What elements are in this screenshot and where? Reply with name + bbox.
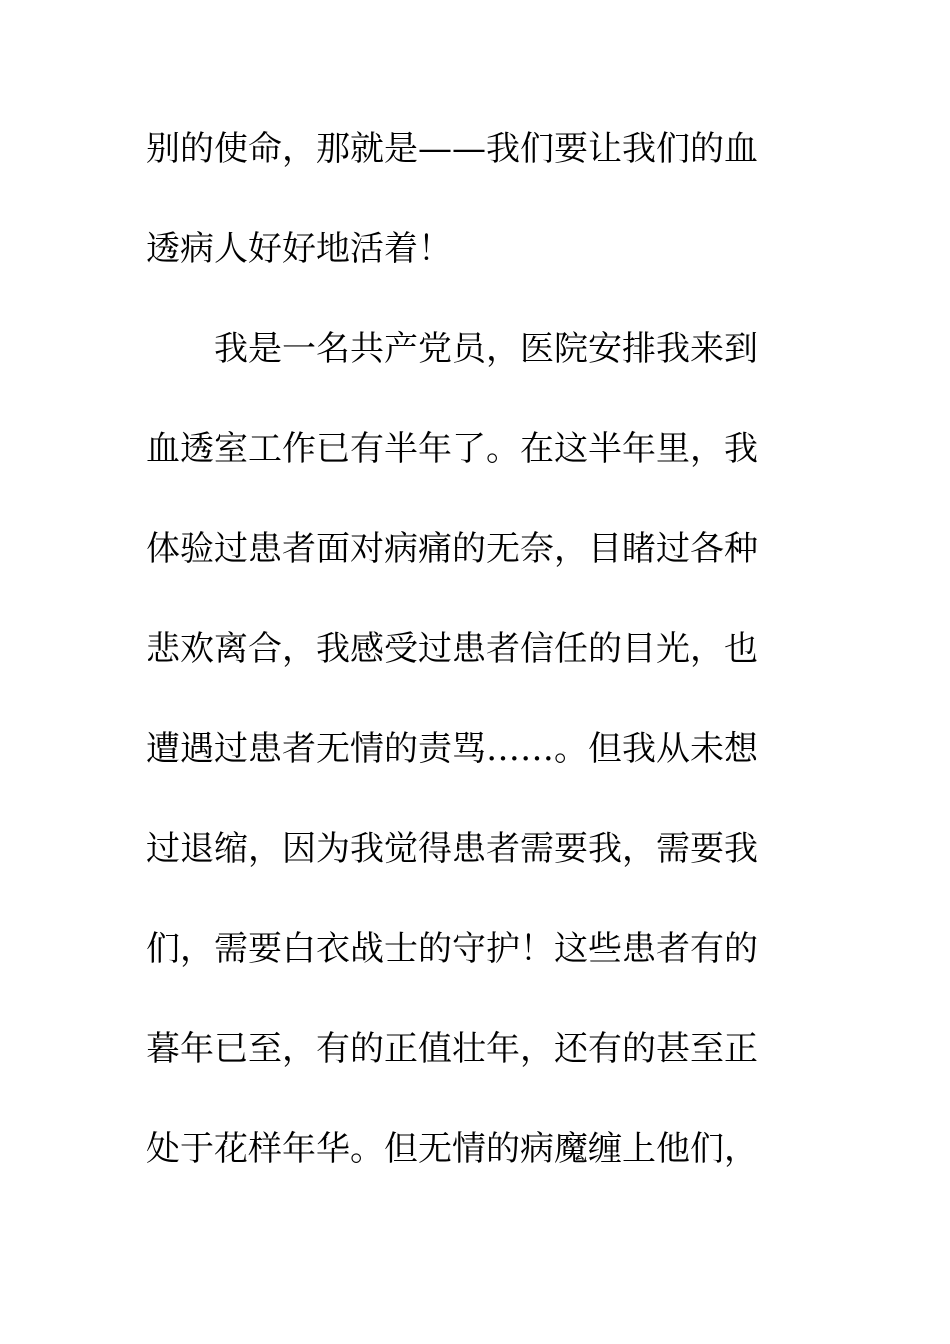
text-line-3: 我是一名共产党员，医院安排我来到 [214,329,758,369]
text-line-8: 过退缩，因为我觉得患者需要我，需要我 [146,829,758,869]
text-line-6: 悲欢离合，我感受过患者信任的目光，也 [146,629,758,669]
text-line-4: 血透室工作已有半年了。在这半年里，我 [146,429,758,469]
text-line-9: 们，需要白衣战士的守护！这些患者有的 [146,929,758,969]
text-line-1: 别的使命，那就是——我们要让我们的血 [146,129,758,169]
body-text [146,124,786,1224]
text-line-10: 暮年已至，有的正值壮年，还有的甚至正 [146,1029,758,1069]
text-line-11: 处于花样年华。但无情的病魔缠上他们， [146,1129,758,1169]
text-line-7: 遭遇过患者无情的责骂……。但我从未想 [146,729,758,769]
text-line-2: 透病人好好地活着！ [146,229,452,269]
text-line-5: 体验过患者面对病痛的无奈，目睹过各种 [146,529,758,569]
